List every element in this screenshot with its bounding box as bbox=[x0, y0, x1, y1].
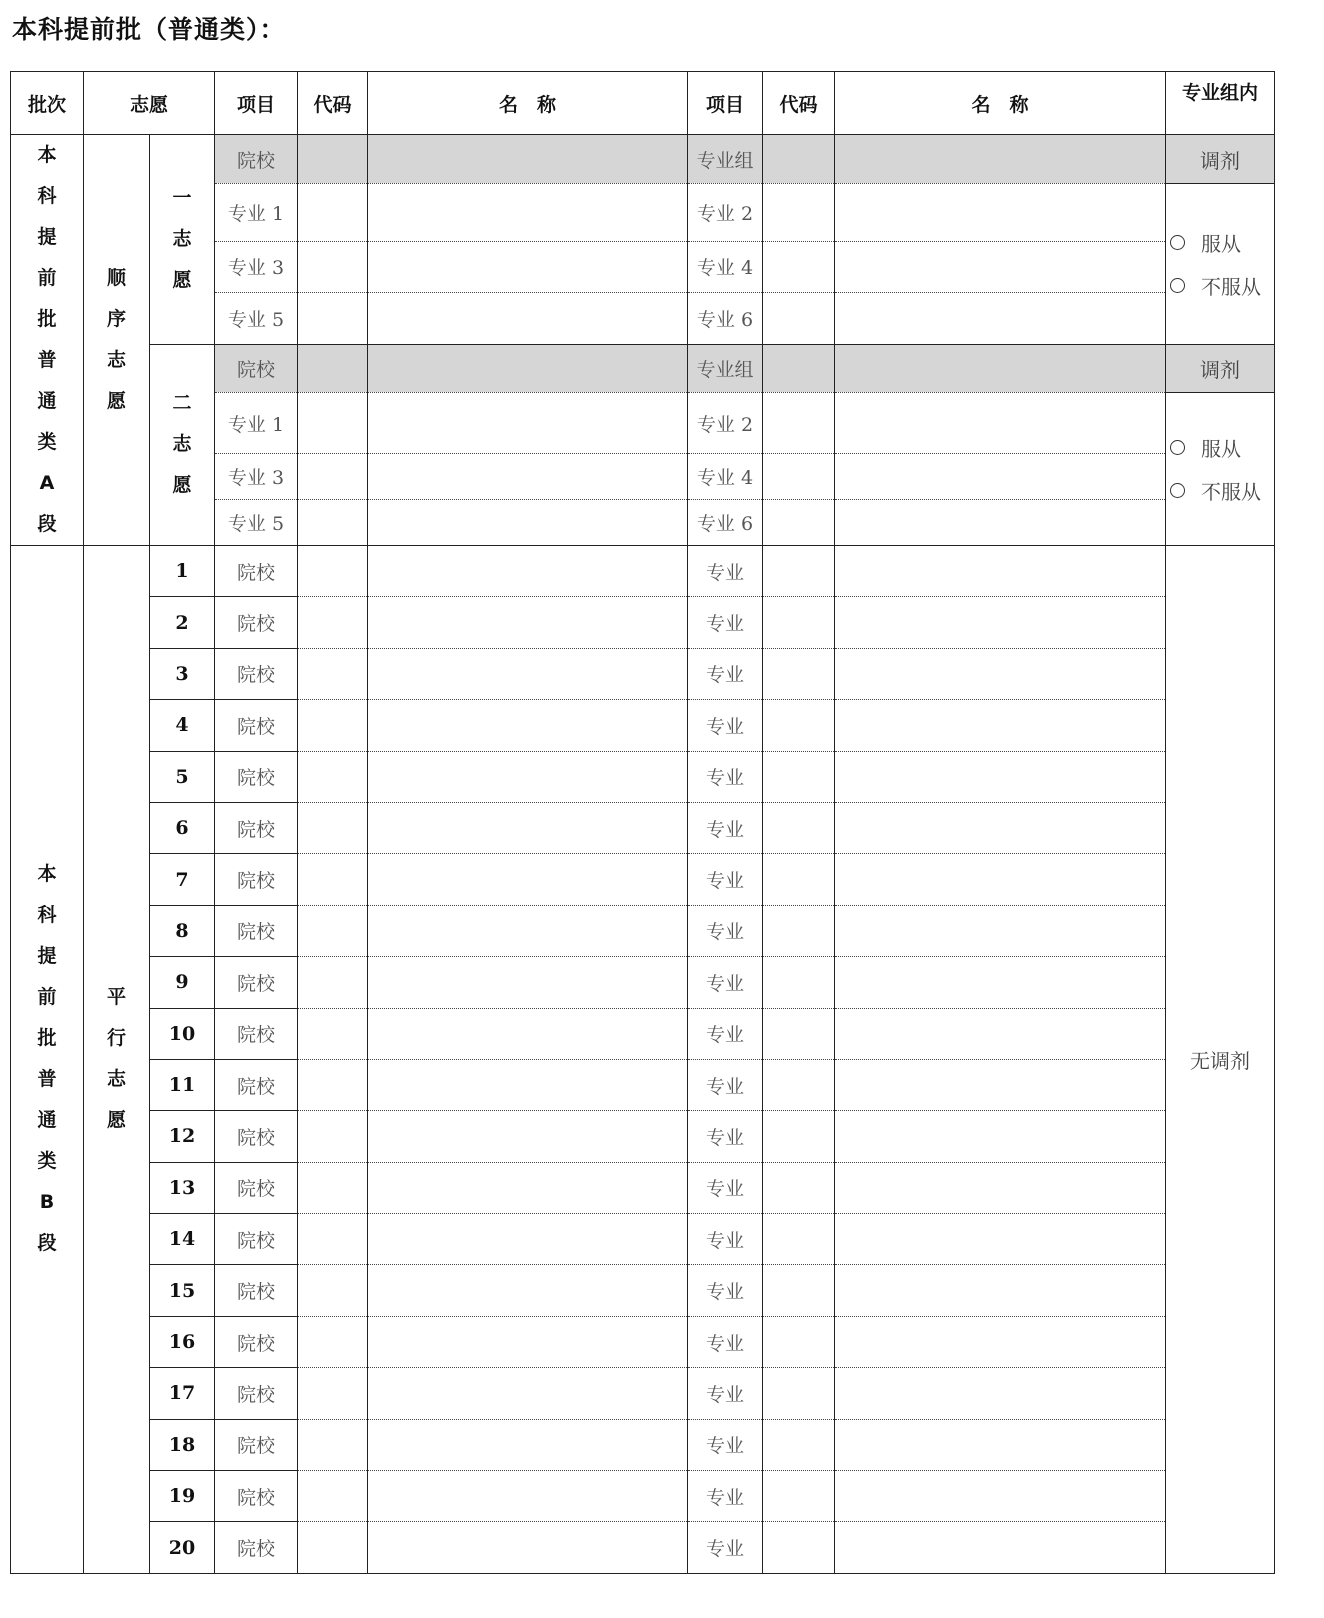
school-name-input[interactable] bbox=[368, 700, 688, 751]
major-label: 专业 bbox=[688, 802, 763, 853]
major-label: 专业 6 bbox=[688, 292, 763, 344]
major-code-input[interactable] bbox=[763, 648, 835, 699]
option-label: 不服从 bbox=[1201, 274, 1261, 299]
major-label: 专业 bbox=[688, 700, 763, 751]
choice-number: 8 bbox=[150, 905, 215, 956]
radio-circle-icon[interactable] bbox=[1170, 440, 1185, 455]
school-code-input[interactable] bbox=[298, 1522, 368, 1573]
school-code-input[interactable] bbox=[298, 597, 368, 648]
major-label: 专业 bbox=[688, 1008, 763, 1059]
vertical-char: 二 bbox=[172, 392, 192, 415]
major-code-input[interactable] bbox=[763, 1522, 835, 1573]
major-label: 专业 bbox=[688, 1214, 763, 1265]
vertical-char: 本 bbox=[37, 144, 57, 166]
major-label: 专业 1 bbox=[215, 393, 298, 454]
vertical-char: 愿 bbox=[172, 474, 192, 497]
major-name-input[interactable] bbox=[835, 597, 1166, 648]
major-label: 专业 bbox=[688, 1059, 763, 1110]
choice-number: 18 bbox=[150, 1419, 215, 1470]
choice-number: 6 bbox=[150, 802, 215, 853]
major-group-code-input[interactable] bbox=[763, 344, 835, 393]
school-code-input[interactable] bbox=[298, 1162, 368, 1213]
major-name-input[interactable] bbox=[368, 292, 688, 344]
major-code-input[interactable] bbox=[763, 546, 835, 597]
school-code-input[interactable] bbox=[298, 1214, 368, 1265]
school-label: 院校 bbox=[215, 1162, 298, 1213]
school-name-input[interactable] bbox=[368, 1471, 688, 1522]
major-name-input[interactable] bbox=[835, 241, 1166, 292]
major-code-input[interactable] bbox=[763, 1111, 835, 1162]
choice-number: 19 bbox=[150, 1471, 215, 1522]
header-batch: 批次 bbox=[11, 72, 84, 135]
major-name-input[interactable] bbox=[835, 1111, 1166, 1162]
choice-number: 14 bbox=[150, 1214, 215, 1265]
school-code-input[interactable] bbox=[298, 700, 368, 751]
major-code-input[interactable] bbox=[763, 700, 835, 751]
school-label: 院校 bbox=[215, 751, 298, 802]
major-label: 专业 bbox=[688, 1162, 763, 1213]
choice-number: 10 bbox=[150, 1008, 215, 1059]
major-label: 专业 2 bbox=[688, 184, 763, 242]
major-label: 专业 bbox=[688, 751, 763, 802]
major-label: 专业 4 bbox=[688, 454, 763, 500]
major-name-input[interactable] bbox=[835, 854, 1166, 905]
major-label: 专业 2 bbox=[688, 393, 763, 454]
school-name-input[interactable] bbox=[368, 1008, 688, 1059]
major-label: 专业 bbox=[688, 957, 763, 1008]
major-code-input[interactable] bbox=[763, 802, 835, 853]
major-name-input[interactable] bbox=[835, 1162, 1166, 1213]
major-name-input[interactable] bbox=[368, 454, 688, 500]
major-code-input[interactable] bbox=[763, 454, 835, 500]
school-label: 院校 bbox=[215, 957, 298, 1008]
choice-number: 1 bbox=[150, 546, 215, 597]
school-name-input[interactable] bbox=[368, 1368, 688, 1419]
vertical-char: 科 bbox=[37, 904, 57, 927]
major-name-input[interactable] bbox=[835, 648, 1166, 699]
choice-number: 3 bbox=[150, 648, 215, 699]
major-label: 专业 3 bbox=[215, 454, 298, 500]
vertical-char: 普 bbox=[37, 1068, 57, 1091]
school-code-input[interactable] bbox=[298, 1008, 368, 1059]
major-label: 专业 bbox=[688, 905, 763, 956]
header-item-1: 项目 bbox=[215, 72, 298, 135]
major-code-input[interactable] bbox=[763, 854, 835, 905]
header-choice: 志愿 bbox=[84, 72, 215, 135]
school-name-input[interactable] bbox=[368, 546, 688, 597]
adjust-label: 调剂 bbox=[1166, 135, 1275, 184]
school-label: 院校 bbox=[215, 1111, 298, 1162]
school-label: 院校 bbox=[215, 1522, 298, 1573]
major-code-input[interactable] bbox=[298, 393, 368, 454]
major-code-input[interactable] bbox=[298, 454, 368, 500]
choice-number: 15 bbox=[150, 1265, 215, 1316]
school-label: 院校 bbox=[215, 1214, 298, 1265]
no-adjust-label: 无调剂 bbox=[1166, 546, 1275, 1574]
major-code-input[interactable] bbox=[763, 500, 835, 546]
option-label: 服从 bbox=[1201, 231, 1241, 256]
school-code-input[interactable] bbox=[298, 344, 368, 393]
option-accept[interactable] bbox=[1170, 433, 1274, 462]
choice-number: 12 bbox=[150, 1111, 215, 1162]
vertical-char: 志 bbox=[106, 349, 126, 371]
option-label: 不服从 bbox=[1201, 480, 1261, 505]
major-label: 专业 bbox=[688, 1316, 763, 1367]
vertical-char: 志 bbox=[172, 433, 192, 456]
school-name-input[interactable] bbox=[368, 751, 688, 802]
option-accept[interactable] bbox=[1170, 228, 1274, 257]
major-label: 专业 bbox=[688, 1522, 763, 1573]
school-code-input[interactable] bbox=[298, 1368, 368, 1419]
vertical-char: 愿 bbox=[106, 1109, 126, 1132]
school-code-input[interactable] bbox=[298, 751, 368, 802]
major-code-input[interactable] bbox=[298, 500, 368, 546]
school-name-input[interactable] bbox=[368, 854, 688, 905]
choice-number: 16 bbox=[150, 1316, 215, 1367]
school-name-input[interactable] bbox=[368, 344, 688, 393]
major-name-input[interactable] bbox=[835, 1522, 1166, 1573]
school-name-input[interactable] bbox=[368, 905, 688, 956]
major-code-input[interactable] bbox=[763, 1316, 835, 1367]
major-name-input[interactable] bbox=[835, 393, 1166, 454]
vertical-char: 愿 bbox=[172, 268, 192, 291]
school-name-input[interactable] bbox=[368, 1316, 688, 1367]
major-name-input[interactable] bbox=[835, 1214, 1166, 1265]
vertical-char: 一 bbox=[172, 186, 192, 209]
vertical-char: 愿 bbox=[106, 390, 126, 412]
school-label: 院校 bbox=[215, 1059, 298, 1110]
major-label: 专业 bbox=[688, 546, 763, 597]
major-name-input[interactable] bbox=[835, 292, 1166, 344]
major-name-input[interactable] bbox=[835, 500, 1166, 546]
application-form-table bbox=[10, 71, 1275, 1574]
vertical-char: 提 bbox=[37, 945, 57, 968]
major-code-input[interactable] bbox=[763, 751, 835, 802]
major-name-input[interactable] bbox=[835, 751, 1166, 802]
major-label: 专业 bbox=[688, 1471, 763, 1522]
choice-number: 20 bbox=[150, 1522, 215, 1573]
vertical-char: 提 bbox=[37, 226, 57, 248]
header-code-2: 代码 bbox=[763, 72, 835, 135]
school-code-input[interactable] bbox=[298, 1316, 368, 1367]
school-code-input[interactable] bbox=[298, 546, 368, 597]
choice-number: 13 bbox=[150, 1162, 215, 1213]
school-label: 院校 bbox=[215, 854, 298, 905]
school-label: 院校 bbox=[215, 905, 298, 956]
major-code-input[interactable] bbox=[763, 393, 835, 454]
school-label: 院校 bbox=[215, 135, 298, 184]
school-name-input[interactable] bbox=[368, 648, 688, 699]
major-label: 专业 4 bbox=[688, 241, 763, 292]
school-code-input[interactable] bbox=[298, 905, 368, 956]
school-label: 院校 bbox=[215, 802, 298, 853]
major-name-input[interactable] bbox=[368, 184, 688, 242]
major-name-input[interactable] bbox=[835, 1265, 1166, 1316]
major-code-input[interactable] bbox=[763, 1162, 835, 1213]
school-code-input[interactable] bbox=[298, 1471, 368, 1522]
major-code-input[interactable] bbox=[763, 1008, 835, 1059]
major-code-input[interactable] bbox=[298, 184, 368, 242]
school-label: 院校 bbox=[215, 700, 298, 751]
major-code-input[interactable] bbox=[298, 241, 368, 292]
header-name-1: 名 称 bbox=[368, 72, 688, 135]
school-name-input[interactable] bbox=[368, 802, 688, 853]
vertical-char: 批 bbox=[37, 308, 57, 330]
option-decline[interactable] bbox=[1170, 476, 1274, 505]
adjust-options bbox=[1166, 184, 1275, 345]
major-label: 专业 3 bbox=[215, 241, 298, 292]
school-name-input[interactable] bbox=[368, 1214, 688, 1265]
vertical-char: 通 bbox=[37, 1109, 57, 1132]
adjust-label: 调剂 bbox=[1166, 344, 1275, 393]
major-code-input[interactable] bbox=[763, 957, 835, 1008]
vertical-char: 段 bbox=[37, 513, 57, 535]
school-code-input[interactable] bbox=[298, 1059, 368, 1110]
major-group-code-input[interactable] bbox=[763, 135, 835, 184]
major-name-input[interactable] bbox=[368, 500, 688, 546]
choice-number: 2 bbox=[150, 597, 215, 648]
vertical-char: 批 bbox=[37, 1027, 57, 1050]
header-adjust-group: 专业组内 bbox=[1166, 72, 1275, 135]
vertical-char: 序 bbox=[106, 308, 126, 330]
major-code-input[interactable] bbox=[763, 905, 835, 956]
vertical-char: 科 bbox=[37, 185, 57, 207]
school-name-input[interactable] bbox=[368, 1111, 688, 1162]
vertical-char: A bbox=[39, 472, 55, 494]
major-group-label: 专业组 bbox=[688, 135, 763, 184]
choice-number: 7 bbox=[150, 854, 215, 905]
major-label: 专业 bbox=[688, 1265, 763, 1316]
major-code-input[interactable] bbox=[763, 292, 835, 344]
major-code-input[interactable] bbox=[298, 292, 368, 344]
vertical-char: 志 bbox=[172, 227, 192, 250]
school-name-input[interactable] bbox=[368, 1419, 688, 1470]
major-name-input[interactable] bbox=[835, 905, 1166, 956]
major-code-input[interactable] bbox=[763, 1059, 835, 1110]
school-code-input[interactable] bbox=[298, 802, 368, 853]
school-code-input[interactable] bbox=[298, 854, 368, 905]
major-label: 专业 5 bbox=[215, 292, 298, 344]
school-name-input[interactable] bbox=[368, 135, 688, 184]
vertical-char: 本 bbox=[37, 863, 57, 886]
major-name-input[interactable] bbox=[835, 802, 1166, 853]
choice-number: 5 bbox=[150, 751, 215, 802]
major-group-name-input[interactable] bbox=[835, 344, 1166, 393]
vertical-char: 段 bbox=[37, 1232, 57, 1255]
school-label: 院校 bbox=[215, 1368, 298, 1419]
school-label: 院校 bbox=[215, 1419, 298, 1470]
major-name-input[interactable] bbox=[368, 393, 688, 454]
option-decline[interactable] bbox=[1170, 271, 1274, 300]
major-label: 专业 5 bbox=[215, 500, 298, 546]
major-name-input[interactable] bbox=[835, 454, 1166, 500]
school-name-input[interactable] bbox=[368, 597, 688, 648]
major-label: 专业 bbox=[688, 1368, 763, 1419]
major-name-input[interactable] bbox=[835, 546, 1166, 597]
batch-label-a bbox=[11, 135, 84, 546]
major-label: 专业 bbox=[688, 597, 763, 648]
vertical-char: B bbox=[39, 1191, 55, 1214]
choice-number: 9 bbox=[150, 957, 215, 1008]
major-name-input[interactable] bbox=[835, 1368, 1166, 1419]
major-code-input[interactable] bbox=[763, 597, 835, 648]
school-label: 院校 bbox=[215, 648, 298, 699]
major-name-input[interactable] bbox=[835, 184, 1166, 242]
major-code-input[interactable] bbox=[763, 241, 835, 292]
major-name-input[interactable] bbox=[835, 957, 1166, 1008]
choice-type-parallel bbox=[84, 546, 150, 1574]
school-code-input[interactable] bbox=[298, 648, 368, 699]
major-code-input[interactable] bbox=[763, 184, 835, 242]
major-group-name-input[interactable] bbox=[835, 135, 1166, 184]
major-name-input[interactable] bbox=[835, 1316, 1166, 1367]
header-code-1: 代码 bbox=[298, 72, 368, 135]
school-label: 院校 bbox=[215, 1316, 298, 1367]
school-name-input[interactable] bbox=[368, 957, 688, 1008]
batch-label-b bbox=[11, 546, 84, 1574]
school-code-input[interactable] bbox=[298, 135, 368, 184]
major-code-input[interactable] bbox=[763, 1471, 835, 1522]
major-label: 专业 bbox=[688, 1111, 763, 1162]
header-name-2: 名 称 bbox=[835, 72, 1166, 135]
school-label: 院校 bbox=[215, 1471, 298, 1522]
adjust-options bbox=[1166, 393, 1275, 546]
school-code-input[interactable] bbox=[298, 1111, 368, 1162]
major-group-label: 专业组 bbox=[688, 344, 763, 393]
major-code-input[interactable] bbox=[763, 1419, 835, 1470]
school-name-input[interactable] bbox=[368, 1265, 688, 1316]
major-code-input[interactable] bbox=[763, 1214, 835, 1265]
school-code-input[interactable] bbox=[298, 957, 368, 1008]
vertical-char: 前 bbox=[37, 986, 57, 1009]
radio-circle-icon[interactable] bbox=[1170, 483, 1185, 498]
radio-circle-icon[interactable] bbox=[1170, 278, 1185, 293]
major-name-input[interactable] bbox=[835, 1059, 1166, 1110]
school-name-input[interactable] bbox=[368, 1162, 688, 1213]
school-code-input[interactable] bbox=[298, 1419, 368, 1470]
major-name-input[interactable] bbox=[835, 700, 1166, 751]
header-item-2: 项目 bbox=[688, 72, 763, 135]
choice-number: 17 bbox=[150, 1368, 215, 1419]
document-title: 本科提前批（普通类）： bbox=[12, 15, 286, 44]
choice-label-2 bbox=[150, 344, 215, 545]
major-name-input[interactable] bbox=[835, 1471, 1166, 1522]
major-name-input[interactable] bbox=[368, 241, 688, 292]
school-code-input[interactable] bbox=[298, 1265, 368, 1316]
school-label: 院校 bbox=[215, 546, 298, 597]
school-name-input[interactable] bbox=[368, 1059, 688, 1110]
major-label: 专业 bbox=[688, 854, 763, 905]
school-name-input[interactable] bbox=[368, 1522, 688, 1573]
vertical-char: 行 bbox=[106, 1027, 126, 1050]
major-code-input[interactable] bbox=[763, 1265, 835, 1316]
option-label: 服从 bbox=[1201, 437, 1241, 462]
major-label: 专业 6 bbox=[688, 500, 763, 546]
choice-number: 11 bbox=[150, 1059, 215, 1110]
major-name-input[interactable] bbox=[835, 1008, 1166, 1059]
vertical-char: 志 bbox=[106, 1068, 126, 1091]
choice-number: 4 bbox=[150, 700, 215, 751]
major-label: 专业 1 bbox=[215, 184, 298, 242]
school-label: 院校 bbox=[215, 1265, 298, 1316]
vertical-char: 顺 bbox=[106, 267, 126, 289]
school-label: 院校 bbox=[215, 1008, 298, 1059]
choice-type-sequential bbox=[84, 135, 150, 546]
vertical-char: 类 bbox=[37, 1150, 57, 1173]
major-label: 专业 bbox=[688, 648, 763, 699]
vertical-char: 普 bbox=[37, 349, 57, 371]
major-name-input[interactable] bbox=[835, 1419, 1166, 1470]
vertical-char: 前 bbox=[37, 267, 57, 289]
vertical-char: 通 bbox=[37, 390, 57, 412]
school-label: 院校 bbox=[215, 597, 298, 648]
choice-label-1 bbox=[150, 135, 215, 345]
major-code-input[interactable] bbox=[763, 1368, 835, 1419]
school-label: 院校 bbox=[215, 344, 298, 393]
radio-circle-icon[interactable] bbox=[1170, 235, 1185, 250]
vertical-char: 平 bbox=[106, 986, 126, 1009]
vertical-char: 类 bbox=[37, 431, 57, 453]
major-label: 专业 bbox=[688, 1419, 763, 1470]
